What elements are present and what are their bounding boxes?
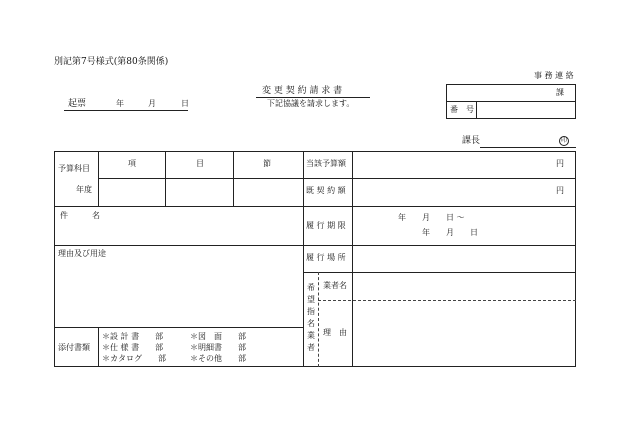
budget-item-label: 予算科目 [58,164,90,173]
document-title: 変 更 契 約 請 求 書 [262,86,343,96]
document-subtitle: 下記協議を請求します。 [267,99,355,108]
attachment-item: ＊仕 様 書 部 [102,343,164,352]
draft-day-label: 日 [181,99,189,108]
vendor-reason-label: 理 由 [323,328,347,337]
attachment-item: ＊図 面 部 [190,332,246,341]
preferred-vendor-label: 希望指名業者 [307,283,315,352]
office-box-title: 事 務 連 絡 [534,71,574,80]
form-number: 別記第7号様式(第80条関係) [54,57,169,67]
deadline-start: 年 月 日 〜 [398,213,465,222]
deadline-end: 年 月 日 [422,228,478,237]
attachment-item: ＊明細書 部 [190,343,246,352]
number-label: 番 号 [450,105,474,114]
reason-label: 理由及び用途 [58,249,106,258]
yen-label: 円 [556,159,564,168]
attachment-item: ＊設 計 書 部 [102,332,164,341]
moku-label: 目 [196,159,204,168]
setsu-label: 節 [263,159,271,168]
chief-label: 課長 [462,136,481,146]
location-label: 履 行 場 所 [306,253,346,262]
chief-underline [480,147,576,148]
attachments-label: 添付書類 [58,343,90,352]
vendor-name-label: 業者名 [323,281,347,290]
kou-label: 項 [128,159,136,168]
draft-label: 起票 [68,99,87,109]
existing-contract-label: 既 契 約 額 [306,186,346,195]
yen-label: 円 [556,186,564,195]
seal-icon: 印 [560,137,567,144]
attachment-item: ＊その他 部 [190,354,246,363]
attachment-item: ＊カタログ 部 [102,354,166,363]
item-name-label: 件 名 [60,211,100,220]
deadline-label: 履 行 期 限 [306,221,346,230]
draft-year-label: 年 [116,99,124,108]
draft-month-label: 月 [148,99,156,108]
fiscal-year-label: 年度 [76,185,92,194]
ka-label: 課 [556,88,564,97]
draft-underline [64,110,188,111]
current-budget-label: 当該予算額 [306,159,346,168]
